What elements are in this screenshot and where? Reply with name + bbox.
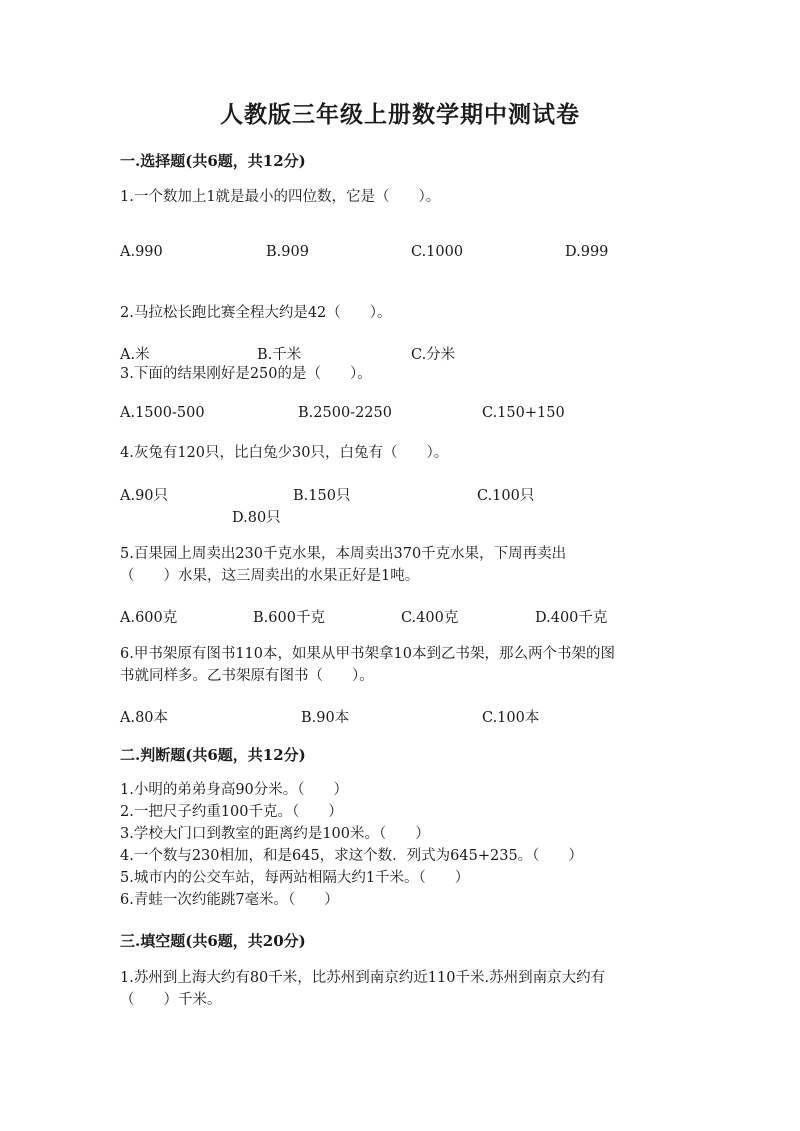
option-c: C.400克: [401, 610, 459, 626]
option-d: D.999: [565, 244, 609, 260]
option-c: C.1000: [411, 244, 464, 260]
option-d: D.400千克: [535, 610, 608, 626]
question-text: 4.灰兔有120只，比白兔少30只，白兔有（ ）。: [120, 445, 449, 461]
question-text: 书就同样多。乙书架原有图书（ ）。: [120, 668, 374, 684]
option-a: A.80本: [120, 710, 169, 726]
option-b: B.90本: [301, 710, 350, 726]
section-heading-fill: 三.填空题(共6题，共20分): [120, 932, 306, 950]
section-heading-choice: 一.选择题(共6题，共12分): [120, 152, 306, 170]
option-b: B.909: [266, 244, 309, 260]
list-item: 1.小明的弟弟身高90分米。（ ）: [120, 782, 349, 798]
option-a: A.米: [120, 347, 150, 363]
list-item: 3.学校大门口到教室的距离约是100米。（ ）: [120, 826, 430, 842]
page-title: 人教版三年级上册数学期中测试卷: [220, 101, 580, 128]
option-c: C.100本: [482, 710, 540, 726]
option-b: B.150只: [293, 488, 351, 504]
question-text: 6.甲书架原有图书110本，如果从甲书架拿10本到乙书架，那么两个书架的图: [120, 646, 615, 662]
option-a: A.990: [120, 244, 163, 260]
option-a: A.90只: [120, 488, 169, 504]
option-a: A.600克: [120, 610, 178, 626]
question-text: （ ）千米。: [120, 992, 222, 1008]
list-item: 6.青蛙一次约能跳7毫米。（ ）: [120, 892, 339, 908]
option-c: C.100只: [477, 488, 535, 504]
list-item: 2.一把尺子约重100千克。（ ）: [120, 804, 343, 820]
question-text: 5.百果园上周卖出230千克水果，本周卖出370千克水果，下周再卖出: [120, 546, 567, 562]
question-text: 1.一个数加上1就是最小的四位数，它是（ ）。: [120, 189, 441, 205]
option-b: B.千米: [257, 347, 302, 363]
question-text: 2.马拉松长跑比赛全程大约是42（ ）。: [120, 305, 392, 321]
option-d: D.80只: [232, 510, 281, 526]
option-c: C.分米: [411, 347, 456, 363]
question-text: 1.苏州到上海大约有80千米，比苏州到南京约近110千米.苏州到南京大约有: [120, 970, 606, 986]
list-item: 4.一个数与230相加，和是645，求这个数．列式为645+235。（ ）: [120, 848, 583, 864]
option-a: A.1500-500: [120, 405, 205, 421]
option-b: B.600千克: [253, 610, 325, 626]
question-text: 3.下面的结果刚好是250的是（ ）。: [120, 366, 372, 382]
list-item: 5.城市内的公交车站，每两站相隔大约1千米。（ ）: [120, 870, 470, 886]
option-c: C.150+150: [482, 405, 565, 421]
section-heading-judge: 二.判断题(共6题，共12分): [120, 746, 306, 764]
question-text: （ ）水果，这三周卖出的水果正好是1吨。: [120, 568, 420, 584]
option-b: B.2500-2250: [298, 405, 392, 421]
